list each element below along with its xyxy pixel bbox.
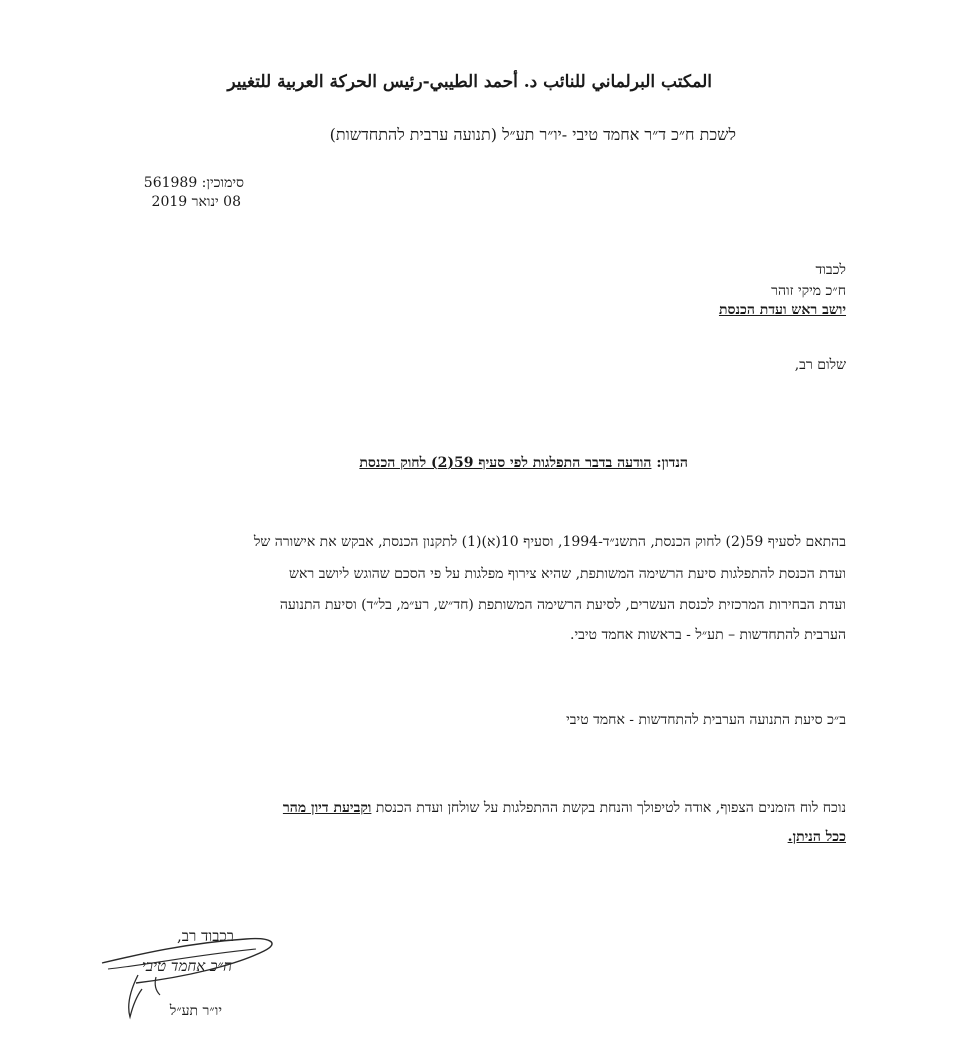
greeting: שלום רב, bbox=[794, 357, 846, 373]
signoff-role: יו״ר תע״ל bbox=[169, 1003, 222, 1019]
recipient-title: יושב ראש ועדת הכנסת bbox=[718, 302, 846, 318]
signoff-name: ח״כ אחמד טיבי bbox=[141, 957, 232, 975]
handwritten-signature bbox=[96, 925, 286, 1025]
closing-request-text: נוכח לוח הזמנים הצפוף, אודה לטיפולך והנחת בקשת ההתפלגות על שולחן ועדת הכנסת bbox=[375, 800, 846, 816]
reference-number: סימוכין: 561989 bbox=[143, 175, 244, 191]
body-line-4: הערבית להתחדשות – תע״ל - בראשות אחמד טיבי. bbox=[570, 627, 846, 643]
subject-text: הודעה בדבר התפלגות לפי סעיף 59(2) לחוק הכנסת bbox=[359, 455, 652, 471]
body-line-3: ועדת הבחירות המרכזית לכנסת העשרים, לסיעת הרשימה המשותפת (חד״ש, רע״מ, בל״ד) וסיעת התנועה bbox=[279, 597, 846, 613]
body-line-1: בהתאם לסעיף 59(2) לחוק הכנסת, התשנ״ד-1994, וסעיף 10(א)(1) לתקנון הכנסת, אבקש את אישורה של bbox=[253, 534, 846, 550]
subject-label: הנדון: bbox=[656, 455, 688, 471]
faction-line: ב״כ סיעת התנועה הערבית להתחדשות - אחמד טיבי bbox=[566, 712, 846, 728]
letter-date: 08 ינואר 2019 bbox=[151, 194, 241, 210]
closing-request bbox=[283, 800, 846, 817]
recipient-salutation: לכבוד bbox=[815, 262, 846, 278]
signoff-regards: בכבוד רב, bbox=[177, 927, 234, 945]
closing-request-emphasis: וקביעת דיון מהר bbox=[282, 800, 372, 816]
letterhead-arabic: المكتب البرلماني للنائب د. أحمد الطيبي-رئيس الحركة العربية للتغيير bbox=[227, 72, 712, 92]
closing-request-continued: ככל הניתן. bbox=[787, 829, 846, 845]
recipient-name: ח״כ מיקי זוהר bbox=[771, 283, 846, 299]
letterhead-hebrew: לשכת ח״כ ד״ר אחמד טיבי -יו״ר תע״ל (תנועה ערבית להתחדשות) bbox=[329, 125, 736, 144]
body-line-2: ועדת הכנסת להתפלגות סיעת הרשימה המשותפת, שהיא צירוף מפלגות על פי הסכם שהוגש ליושב ראש bbox=[289, 566, 846, 582]
subject-line bbox=[359, 455, 688, 472]
